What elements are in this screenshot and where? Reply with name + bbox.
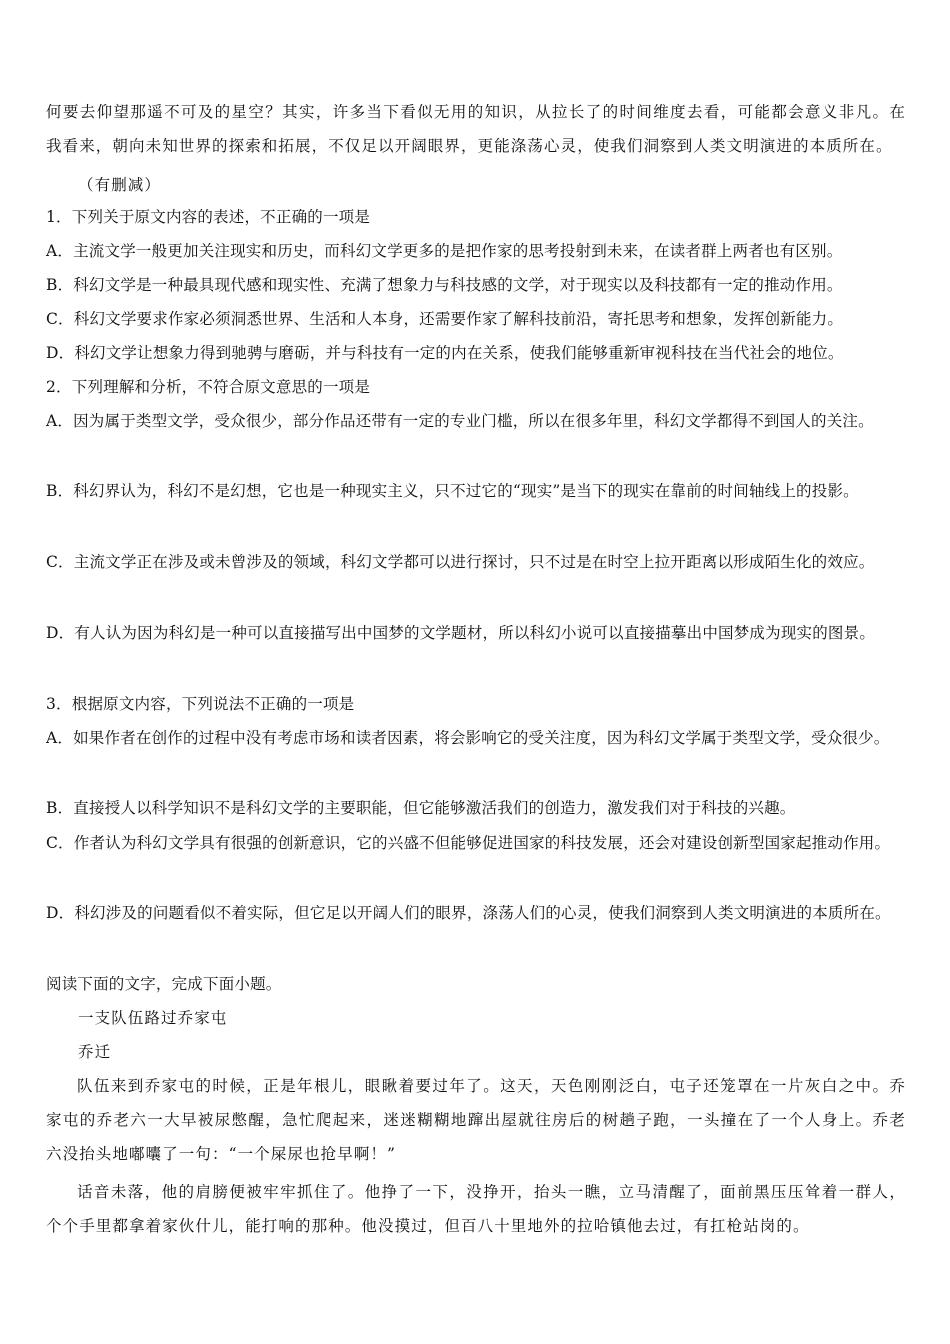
question-2-option-c: C．主流文学正在涉及或未曾涉及的领域，科幻文学都可以进行探讨，只不过是在时空上拉开距离以形成陌生化的效应。 bbox=[46, 553, 875, 571]
question-2-stem: 2．下列理解和分析，不符合原文意思的一项是 bbox=[46, 378, 371, 396]
story-paragraph: 话音未落，他的肩膀便被牢牢抓住了。他挣了一下，没挣开，抬头一瞧，立马清醒了，面前黑压压耸着一群人，个个手里都拿着家伙什儿，能打响的那种。他没摸过，但百八十里地外的拉哈镇他去过，有扛枪站岗的。 bbox=[46, 1183, 906, 1235]
question-3-stem: 3．根据原文内容，下列说法不正确的一项是 bbox=[46, 695, 355, 713]
question-1-option-b: B．科幻文学是一种最具现代感和现实性、充满了想象力与科技感的文学，对于现实以及科技都有一定的推动作用。 bbox=[46, 276, 843, 294]
passage-note: （有删减） bbox=[78, 176, 162, 194]
question-1-option-c: C．科幻文学要求作家必须洞悉世界、生活和人本身，还需要作家了解科技前沿，寄托思考和想象，发挥创新能力。 bbox=[46, 310, 844, 328]
question-1-option-d: D．科幻文学让想象力得到驰骋与磨砺，并与科技有一定的内在关系，使我们能够重新审视科技在当代社会的地位。 bbox=[46, 344, 844, 362]
story-author: 乔迁 bbox=[78, 1043, 112, 1061]
question-3-option-b: B．直接授人以科学知识不是科幻文学的主要职能，但它能够激活我们的创造力，激发我们对于科技的兴趣。 bbox=[46, 799, 796, 817]
question-2-option-a: A．因为属于类型文学，受众很少，部分作品还带有一定的专业门槛，所以在很多年里，科幻文学都得不到国人的关注。 bbox=[46, 412, 874, 430]
question-2-option-d: D．有人认为因为科幻是一种可以直接描写出中国梦的文学题材，所以科幻小说可以直接描摹出中国梦成为现实的图景。 bbox=[46, 624, 876, 642]
reading-instruction: 阅读下面的文字，完成下面小题。 bbox=[46, 975, 282, 993]
question-1-stem: 1．下列关于原文内容的表述，不正确的一项是 bbox=[46, 208, 371, 226]
question-3-option-c: C．作者认为科幻文学具有很强的创新意识，它的兴盛不但能够促进国家的科技发展，还会对建设创新型国家起推动作用。 bbox=[46, 834, 891, 852]
question-2-option-b: B．科幻界认为，科幻不是幻想，它也是一种现实主义，只不过它的“现实”是当下的现实在靠前的时间轴线上的投影。 bbox=[46, 482, 859, 500]
story-paragraph: 队伍来到乔家屯的时候，正是年根儿，眼瞅着要过年了。这天，天色刚刚泛白，屯子还笼罩在一片灰白之中。乔家屯的乔老六一大早被尿憋醒，急忙爬起来，迷迷糊糊地蹿出屋就往房后的树趟子跑，一头撞在了一个人身上。乔老六没抬头地嘟囔了一句：“一个屎尿也抢早啊！” bbox=[46, 1077, 906, 1163]
question-3-option-d: D．科幻涉及的问题看似不着实际，但它足以开阔人们的眼界，涤荡人们的心灵，使我们洞察到人类文明演进的本质所在。 bbox=[46, 904, 891, 922]
question-3-option-a: A．如果作者在创作的过程中没有考虑市场和读者因素，将会影响它的受关注度，因为科幻文学属于类型文学，受众很少。 bbox=[46, 729, 890, 747]
passage-end-text: 何要去仰望那遥不可及的星空？其实，许多当下看似无用的知识，从拉长了的时间维度去看，可能都会意义非凡。在我看来，朝向未知世界的探索和拓展，不仅足以开阔眼界，更能涤荡心灵，使我们洞察到人类文明演进的本质所在。 bbox=[46, 103, 906, 155]
question-1-option-a: A．主流文学一般更加关注现实和历史，而科幻文学更多的是把作家的思考投射到未来，在读者群上两者也有区别。 bbox=[46, 242, 843, 260]
story-title: 一支队伍路过乔家屯 bbox=[78, 1009, 228, 1027]
